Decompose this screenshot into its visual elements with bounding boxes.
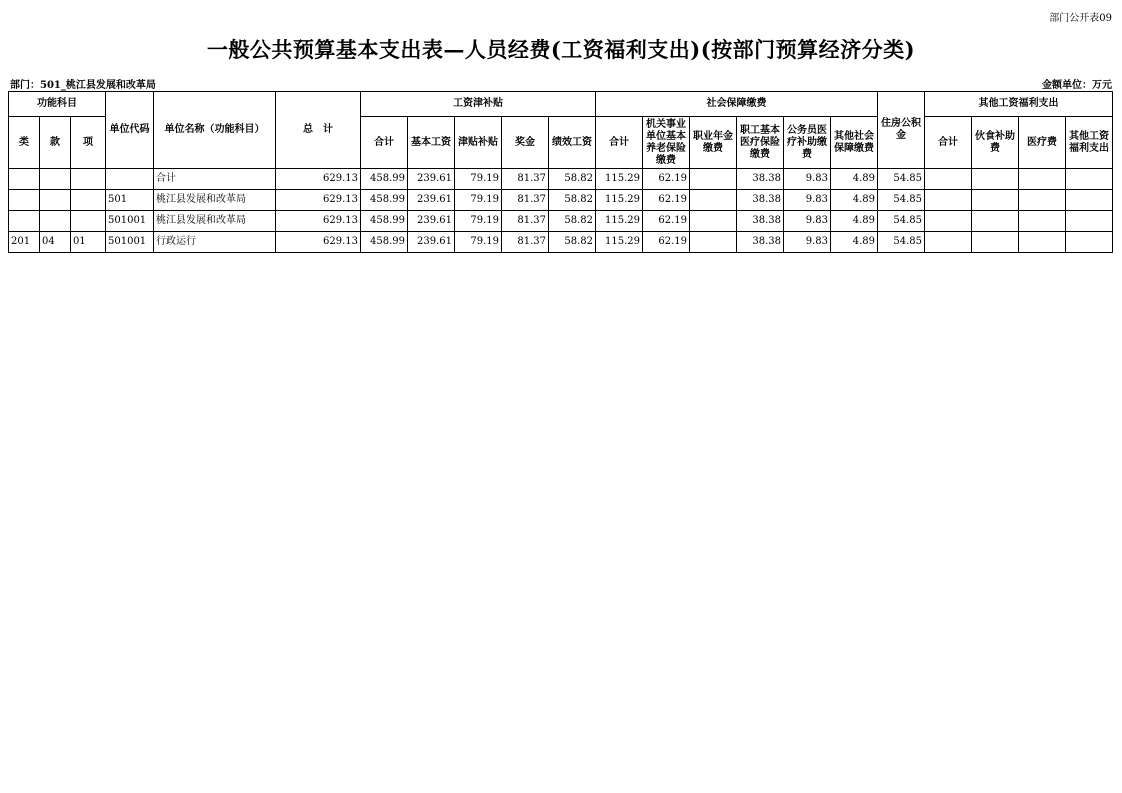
cell-medical-fee [1019,211,1066,232]
perf-wage-header: 绩效工资 [549,117,596,169]
cell-civil-medical: 9.83 [784,190,831,211]
cell-xiang [71,190,106,211]
unit-name-header: 单位名称（功能科目） [154,92,276,169]
table-row [9,169,1113,190]
cell-code: 501001 [106,232,154,253]
cell-other-welfare [1066,232,1113,253]
cell-allowance: 79.19 [455,232,502,253]
kuan-header: 款 [40,117,71,169]
cell-total: 629.13 [276,211,361,232]
cell-social-subtotal: 115.29 [596,211,643,232]
cell-medical-fee [1019,232,1066,253]
cell-other-subtotal [925,211,972,232]
cell-wage-subtotal: 458.99 [361,169,408,190]
cell-medical: 38.38 [737,169,784,190]
cell-wage-subtotal: 458.99 [361,232,408,253]
table-row [9,190,1113,211]
cell-wage-subtotal: 458.99 [361,190,408,211]
cell-housing-fund: 54.85 [878,190,925,211]
cell-base-wage: 239.61 [408,190,455,211]
func-subject-header: 功能科目 [9,92,106,117]
cell-civil-medical: 9.83 [784,211,831,232]
cell-name: 合计 [154,169,276,190]
cell-meal-subsidy [972,211,1019,232]
cell-base-wage: 239.61 [408,169,455,190]
table-row [9,211,1113,232]
cell-kuan [40,211,71,232]
lei-header: 类 [9,117,40,169]
department-label: 部门：501_桃江县发展和改革局 [10,80,156,91]
cell-bonus: 81.37 [502,211,549,232]
cell-perf-wage: 58.82 [549,211,596,232]
cell-kuan [40,190,71,211]
cell-other-welfare [1066,190,1113,211]
cell-bonus: 81.37 [502,232,549,253]
cell-xiang [71,169,106,190]
cell-code: 501001 [106,211,154,232]
cell-perf-wage: 58.82 [549,190,596,211]
cell-other-social: 4.89 [831,232,878,253]
cell-kuan: 04 [40,232,71,253]
cell-social-subtotal: 115.29 [596,232,643,253]
cell-annuity [690,232,737,253]
housing-fund-header: 住房公积金 [878,92,925,169]
cell-base-wage: 239.61 [408,211,455,232]
medical-fee-header: 医疗费 [1019,117,1066,169]
cell-perf-wage: 58.82 [549,169,596,190]
cell-lei [9,169,40,190]
cell-other-social: 4.89 [831,211,878,232]
cell-other-subtotal [925,190,972,211]
cell-kuan [40,169,71,190]
other-social-header: 其他社会保障缴费 [831,117,878,169]
cell-civil-medical: 9.83 [784,232,831,253]
cell-total: 629.13 [276,232,361,253]
cell-lei [9,190,40,211]
cell-pension: 62.19 [643,211,690,232]
cell-allowance: 79.19 [455,190,502,211]
cell-pension: 62.19 [643,169,690,190]
budget-table [8,91,1113,253]
civil-medical-header: 公务员医疗补助缴费 [784,117,831,169]
cell-xiang [71,211,106,232]
cell-wage-subtotal: 458.99 [361,211,408,232]
amount-unit-label: 金额单位：万元 [1042,80,1112,91]
pension-header: 机关事业单位基本养老保险缴费 [643,117,690,169]
cell-lei [9,211,40,232]
cell-medical-fee [1019,190,1066,211]
cell-code: 501 [106,190,154,211]
cell-bonus: 81.37 [502,190,549,211]
cell-name: 行政运行 [154,232,276,253]
other-subtotal-header: 合计 [925,117,972,169]
cell-meal-subsidy [972,232,1019,253]
social-subtotal-header: 合计 [596,117,643,169]
cell-other-subtotal [925,232,972,253]
cell-annuity [690,190,737,211]
cell-housing-fund: 54.85 [878,232,925,253]
cell-social-subtotal: 115.29 [596,190,643,211]
allowance-header: 津贴补贴 [455,117,502,169]
cell-perf-wage: 58.82 [549,232,596,253]
cell-other-welfare [1066,169,1113,190]
cell-annuity [690,169,737,190]
cell-allowance: 79.19 [455,211,502,232]
cell-code [106,169,154,190]
form-tag: 部门公开表09 [1049,13,1112,24]
table-row [9,232,1113,253]
cell-pension: 62.19 [643,190,690,211]
medical-header: 职工基本医疗保险缴费 [737,117,784,169]
wage-group-header: 工资津补贴 [361,92,596,117]
base-wage-header: 基本工资 [408,117,455,169]
wage-subtotal-header: 合计 [361,117,408,169]
cell-other-social: 4.89 [831,169,878,190]
other-welfare-header: 其他工资福利支出 [1066,117,1113,169]
cell-xiang: 01 [71,232,106,253]
cell-meal-subsidy [972,190,1019,211]
cell-total: 629.13 [276,169,361,190]
cell-medical-fee [1019,169,1066,190]
cell-other-welfare [1066,211,1113,232]
cell-other-social: 4.89 [831,190,878,211]
cell-civil-medical: 9.83 [784,169,831,190]
bonus-header: 奖金 [502,117,549,169]
cell-name: 桃江县发展和改革局 [154,211,276,232]
unit-code-header: 单位代码 [106,92,154,169]
cell-other-subtotal [925,169,972,190]
cell-medical: 38.38 [737,211,784,232]
cell-meal-subsidy [972,169,1019,190]
xiang-header: 项 [71,117,106,169]
page-title: 一般公共预算基本支出表—人员经费(工资福利支出)(按部门预算经济分类) [206,37,916,62]
meal-subsidy-header: 伙食补助费 [972,117,1019,169]
cell-annuity [690,211,737,232]
other-group-header: 其他工资福利支出 [925,92,1113,117]
total-header: 总 计 [276,92,361,169]
cell-medical: 38.38 [737,232,784,253]
cell-housing-fund: 54.85 [878,211,925,232]
cell-allowance: 79.19 [455,169,502,190]
cell-lei: 201 [9,232,40,253]
cell-total: 629.13 [276,190,361,211]
cell-social-subtotal: 115.29 [596,169,643,190]
cell-bonus: 81.37 [502,169,549,190]
cell-base-wage: 239.61 [408,232,455,253]
cell-name: 桃江县发展和改革局 [154,190,276,211]
cell-pension: 62.19 [643,232,690,253]
social-group-header: 社会保障缴费 [596,92,878,117]
cell-medical: 38.38 [737,190,784,211]
annuity-header: 职业年金缴费 [690,117,737,169]
cell-housing-fund: 54.85 [878,169,925,190]
